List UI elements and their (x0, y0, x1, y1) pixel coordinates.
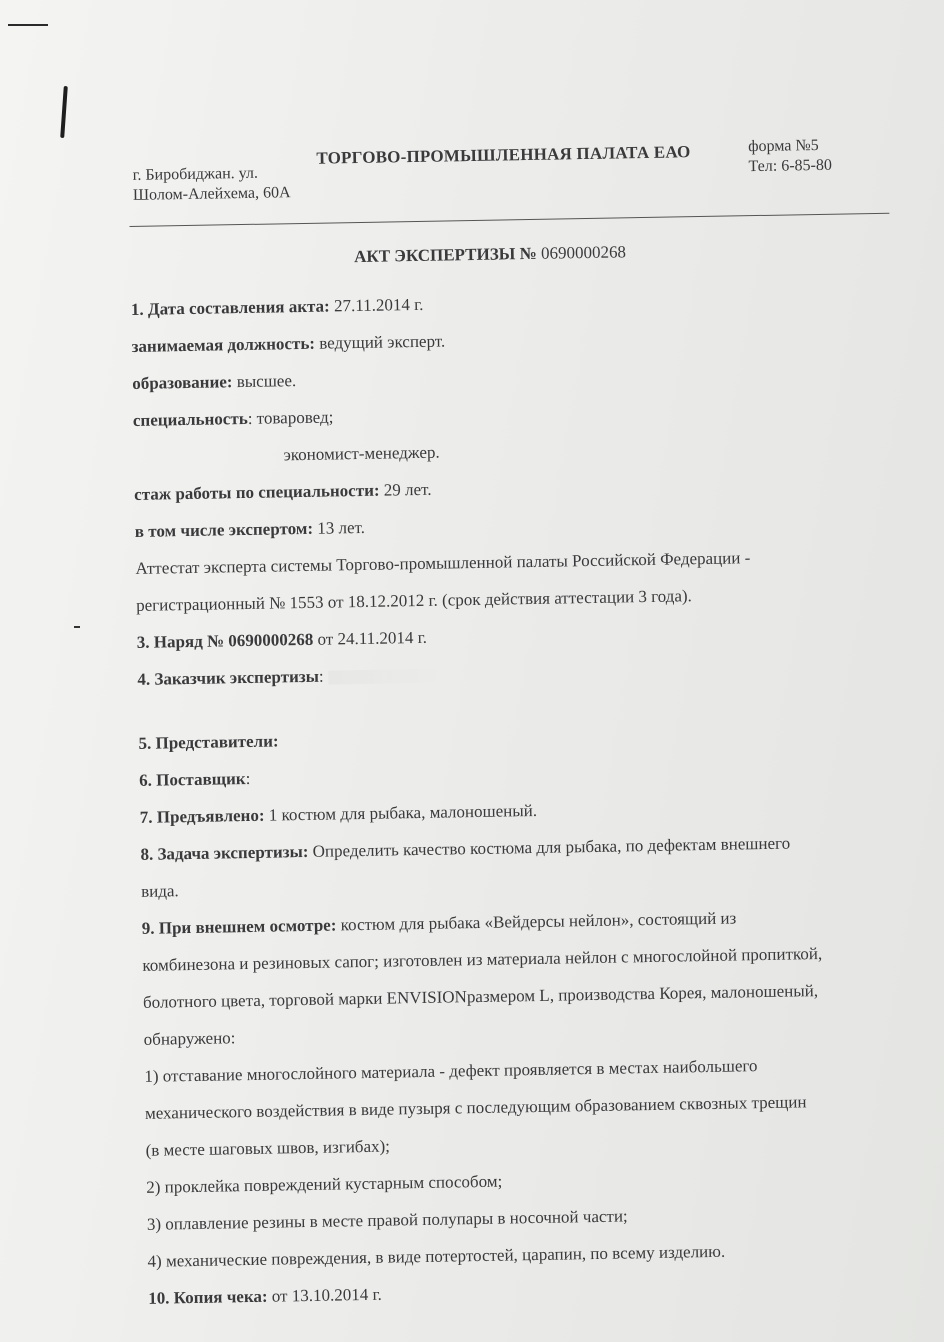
margin-mark (74, 626, 80, 628)
receipt-label: 10. Копия чека: (148, 1286, 268, 1308)
defect-2-line: 2) проклейка повреждений кустарным способом; (146, 1171, 503, 1197)
act-number: 0690000268 (536, 242, 627, 263)
receipt-value: от 13.10.2014 г. (267, 1284, 382, 1306)
date-value: 27.11.2014 г. (329, 294, 424, 316)
supplier-label: 6. Поставщик (139, 769, 246, 790)
inspection-value: костюм для рыбака «Вейдерсы нейлон», состоящий из (336, 908, 737, 935)
corner-mark (8, 24, 48, 26)
specialty-value: : товаровед; (247, 407, 334, 428)
certificate-line-2: регистрационный № 1553 от 18.12.2012 г. (срок действия аттестации 3 года). (135, 586, 692, 615)
certificate-line-1: Аттестат эксперта системы Торгово-промышленной палаты Российской Федерации - (135, 548, 751, 578)
phone-number: Тел: 6-85-80 (748, 156, 833, 176)
task-value: Определить качество костюма для рыбака, по дефектам внешнего (308, 833, 791, 861)
inspection-line-3: болотного цвета, торговой марки ENVISIONразмером L, производства Корея, малоношеный, (142, 981, 819, 1012)
inspection-line-4: обнаружено: (143, 1028, 236, 1049)
representatives-label: 5. Представители: (138, 731, 279, 753)
position-label: занимаемая должность: (131, 333, 316, 356)
education-label: образование: (132, 372, 233, 393)
customer-value: : (318, 666, 324, 686)
position-value: ведущий эксперт. (314, 331, 446, 353)
defect-1-line-1: 1) отставание многослойного материала - дефект проявляется в местах наибольшего (144, 1056, 758, 1086)
presented-label: 7. Предъявлено: (139, 805, 265, 827)
defect-4-line: 4) механические повреждения, в виде потертостей, царапин, по всему изделию. (147, 1241, 726, 1271)
education-value: высшее. (232, 371, 297, 392)
date-label: 1. Дата составления акта: (130, 296, 330, 319)
form-number: форма №5 (748, 136, 819, 156)
task-label: 8. Задача экспертизы: (140, 841, 309, 864)
experience-label: стаж работы по специальности: (134, 480, 380, 504)
letterhead (128, 127, 889, 227)
expert-experience-label: в том числе экспертом: (134, 518, 314, 541)
title-label: АКТ ЭКСПЕРТИЗЫ № (353, 243, 537, 267)
presented-value: 1 костюм для рыбака, малоношеный. (264, 800, 538, 825)
expert-experience-value: 13 лет. (312, 517, 366, 538)
supplier-value: : (245, 768, 251, 789)
inspection-label: 9. При внешнем осмотре: (141, 915, 337, 938)
defect-1-line-2: механического воздействия в виде пузыря с последующим образованием сквозных трещин (144, 1092, 807, 1123)
inspection-line-2: комбинезона и резиновых сапог; изготовлен из материала нейлон с многослойной пропиткой, (142, 944, 823, 975)
act-body (131, 278, 909, 1317)
order-label: 3. Наряд № 0690000268 (136, 629, 314, 652)
experience-value: 29 лет. (379, 479, 432, 500)
document-content (128, 127, 908, 1317)
defect-1-line-3: (в месте шаговых швов, изгибах); (145, 1136, 391, 1160)
redacted-area (328, 669, 448, 685)
form-info (748, 136, 832, 177)
organization-name: ТОРГОВО-ПРОМЫШЛЕННАЯ ПАЛАТА ЕАО (316, 142, 691, 168)
pen-mark (60, 86, 68, 138)
defect-3-line: 3) оплавление резины в месте правой полупары в носочной части; (146, 1206, 628, 1234)
organization-address: г. Биробиджан. ул. Шолом-Алейхема, 60А (132, 164, 291, 204)
customer-label: 4. Заказчик экспертизы (137, 666, 320, 689)
specialty-value-2: экономист-менеджер. (283, 442, 440, 465)
task-line-2: вида. (140, 881, 179, 901)
specialty-label: специальность (132, 408, 248, 430)
order-value: от 24.11.2014 г. (313, 627, 428, 649)
document-title (130, 238, 890, 271)
